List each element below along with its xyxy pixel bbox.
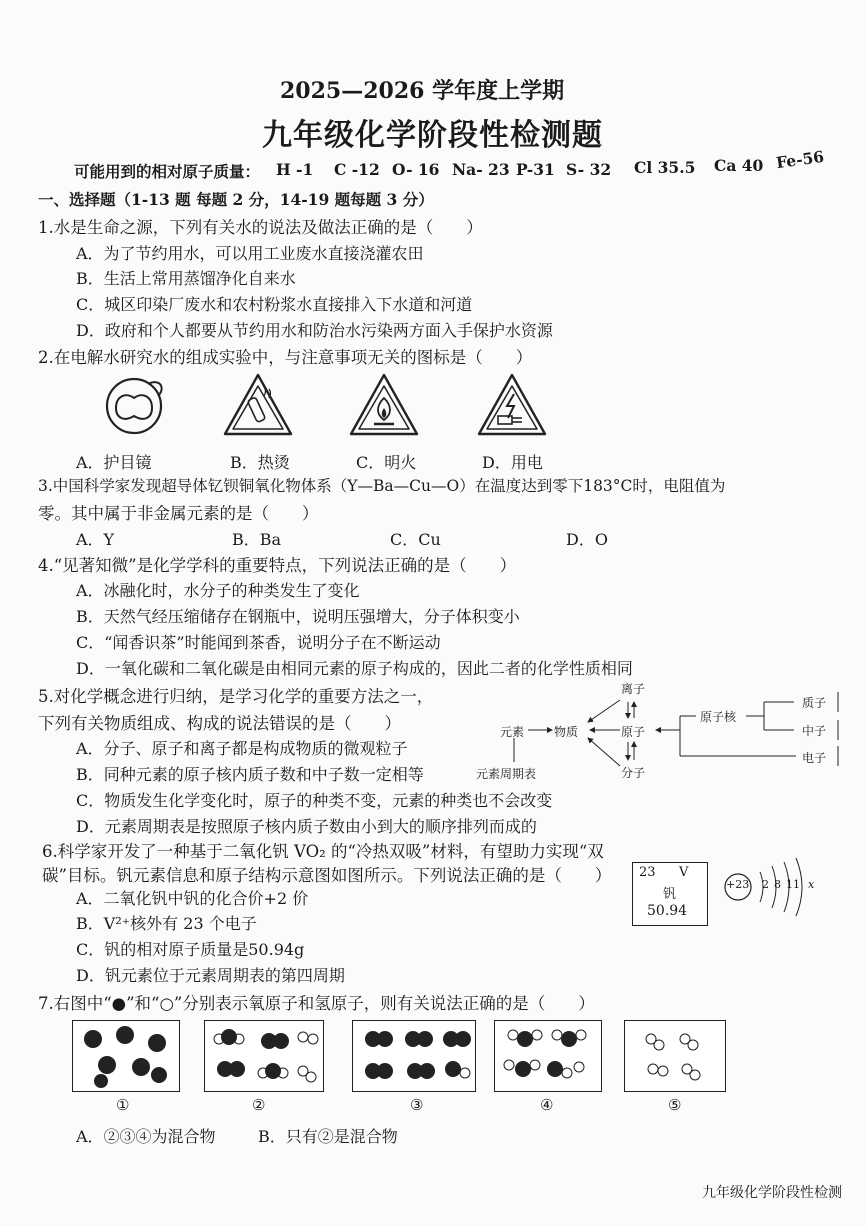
atomic-mass-o: O- 16 <box>392 160 440 179</box>
atomic-mass-c: C -12 <box>334 160 380 179</box>
q4-option-a: A．冰融化时，水分子的种类发生了变化 <box>76 581 360 600</box>
q7-option-a: A．②③④为混合物 <box>76 1127 216 1146</box>
q6-option-d: D．钒元素位于元素周期表的第四周期 <box>76 966 345 985</box>
electricity-icon <box>476 372 548 438</box>
q3-option-d: D．O <box>566 530 608 549</box>
diagram-atom-label: 原子 <box>621 725 646 739</box>
q6-stem-line1: 6.科学家开发了一种基于二氧化钒 VO₂ 的“冷热双吸”材料，有望助力实现“双 <box>42 842 604 861</box>
shell-1-count: 2 <box>762 878 769 891</box>
atomic-mass-fe: Fe-56 <box>774 146 826 173</box>
concept-diagram-lines <box>490 680 850 786</box>
q3-option-b: B．Ba <box>232 530 282 549</box>
diagram-neutron-label: 中子 <box>802 724 827 738</box>
goggles-icon <box>104 372 166 436</box>
element-mass: 50.94 <box>647 903 688 919</box>
q1-option-c: C．城区印染厂废水和农村粉浆水直接排入下水道和河道 <box>76 295 473 314</box>
q6-option-b: B．V²⁺核外有 23 个电子 <box>76 914 257 933</box>
box-label-3: ③ <box>410 1096 424 1114</box>
q3-stem-line2: 零。其中属于非金属元素的是（ ） <box>38 504 319 523</box>
box-label-4: ④ <box>540 1096 554 1114</box>
diagram-nucleus-label: 原子核 <box>700 710 737 724</box>
q5-option-b: B．同种元素的原子核内质子数和中子数一定相等 <box>76 765 424 784</box>
q6-stem-line2: 碳”目标。钒元素信息和原子结构示意图如图所示。下列说法正确的是（ ） <box>42 866 612 885</box>
particle-box-2 <box>204 1020 324 1092</box>
atomic-mass-s: S- 32 <box>566 160 612 179</box>
box-label-2: ② <box>252 1096 266 1114</box>
q4-stem: 4.“见著知微”是化学学科的重要特点，下列说法正确的是（ ） <box>38 556 517 575</box>
particle-box-1 <box>72 1020 180 1092</box>
q5-stem-line2: 下列有关物质组成、构成的说法错误的是（ ） <box>38 714 401 733</box>
flame-icon <box>348 372 420 438</box>
atomic-mass-p: P-31 <box>516 160 555 179</box>
q2-option-a: A．护目镜 <box>76 453 152 472</box>
shell-4-count: x <box>808 878 815 891</box>
q4-option-b: B．天然气经压缩储存在钢瓶中，说明压强增大，分子体积变小 <box>76 607 520 626</box>
q7-option-b: B．只有②是混合物 <box>258 1127 398 1146</box>
q3-stem-line1: 3.中国科学家发现超导体钇钡铜氧化物体系（Y—Ba—Cu—O）在温度达到零下183°C时，电阻值为 <box>38 477 726 495</box>
diagram-periodic-table-label: 元素周期表 <box>476 767 537 781</box>
element-symbol: V <box>679 865 689 880</box>
q2-option-b: B．热烫 <box>230 453 290 472</box>
hot-surface-icon <box>222 372 294 438</box>
particle-box-5 <box>624 1020 726 1092</box>
page-footer: 九年级化学阶段性检测 <box>702 1185 842 1201</box>
diagram-electron-label: 电子 <box>802 751 827 765</box>
vanadium-element-card <box>632 862 708 926</box>
q1-stem: 1.水是生命之源，下列有关水的说法及做法正确的是（ ） <box>38 218 483 237</box>
q6-option-a: A．二氧化钒中钒的化合价+2 价 <box>76 889 309 908</box>
q5-option-c: C．物质发生化学变化时，原子的种类不变，元素的种类也不会改变 <box>76 791 553 810</box>
q1-option-a: A．为了节约用水，可以用工业废水直接浇灌农田 <box>76 244 424 263</box>
element-name: 钒 <box>663 887 677 902</box>
q6-option-c: C．钒的相对原子质量是50.94g <box>76 940 305 959</box>
q5-option-a: A．分子、原子和离子都是构成物质的微观粒子 <box>76 739 408 758</box>
shell-2-count: 8 <box>774 878 781 891</box>
q4-option-c: C．“闻香识茶”时能闻到茶香，说明分子在不断运动 <box>76 633 441 652</box>
q2-option-c: C．明火 <box>356 453 417 472</box>
diagram-molecule-label: 分子 <box>621 766 646 780</box>
atomic-mass-ca: Ca 40 <box>714 156 764 175</box>
element-number: 23 <box>639 865 656 880</box>
q2-option-d: D．用电 <box>482 453 543 472</box>
oxygen-atoms-graphic <box>73 1021 179 1091</box>
box-label-1: ① <box>116 1096 130 1114</box>
exam-title: 九年级化学阶段性检测题 <box>262 118 603 153</box>
diagram-ion-label: 离子 <box>621 682 646 696</box>
q1-option-b: B．生活上常用蒸馏净化自来水 <box>76 269 296 288</box>
diagram-substance-label: 物质 <box>554 725 579 739</box>
atomic-mass-h: H -1 <box>276 160 314 179</box>
q3-option-a: A．Y <box>76 530 115 549</box>
q5-option-d: D．元素周期表是按照原子核内质子数由小到大的顺序排列而成的 <box>76 817 537 836</box>
shell-3-count: 11 <box>786 878 800 891</box>
q2-stem: 2.在电解水研究水的组成实验中，与注意事项无关的图标是（ ） <box>38 348 533 367</box>
atomic-masses-label: 可能用到的相对原子质量： <box>74 162 261 181</box>
water-molecules-graphic <box>495 1021 601 1091</box>
particle-box-4 <box>494 1020 602 1092</box>
molecules-graphic <box>353 1021 475 1091</box>
mixture-graphic <box>205 1021 323 1091</box>
particle-box-3 <box>352 1020 476 1092</box>
nucleus-charge: +23 <box>726 878 750 891</box>
q5-stem-line1: 5.对化学概念进行归纳，是学习化学的重要方法之一， <box>38 687 434 706</box>
atomic-mass-cl: Cl 35.5 <box>634 158 696 177</box>
box-label-5: ⑤ <box>668 1096 682 1114</box>
q3-option-c: C．Cu <box>390 530 441 549</box>
diagram-proton-label: 质子 <box>802 696 827 710</box>
atomic-mass-na: Na- 23 <box>452 160 510 179</box>
hydrogen-molecules-graphic <box>625 1021 725 1091</box>
q7-stem: 7.右图中“●”和“○”分别表示氧原子和氢原子，则有关说法正确的是（ ） <box>38 994 595 1013</box>
section-heading: 一、选择题（1-13 题 每题 2 分，14-19 题每题 3 分） <box>38 190 434 209</box>
diagram-element-label: 元素 <box>500 725 525 739</box>
q1-option-d: D．政府和个人都要从节约用水和防治水污染两方面入手保护水资源 <box>76 321 553 340</box>
q4-option-d: D．一氧化碳和二氧化碳是由相同元素的原子构成的，因此二者的化学性质相同 <box>76 659 633 678</box>
exam-year-line: 2025—2026 学年度上学期 <box>280 78 565 104</box>
